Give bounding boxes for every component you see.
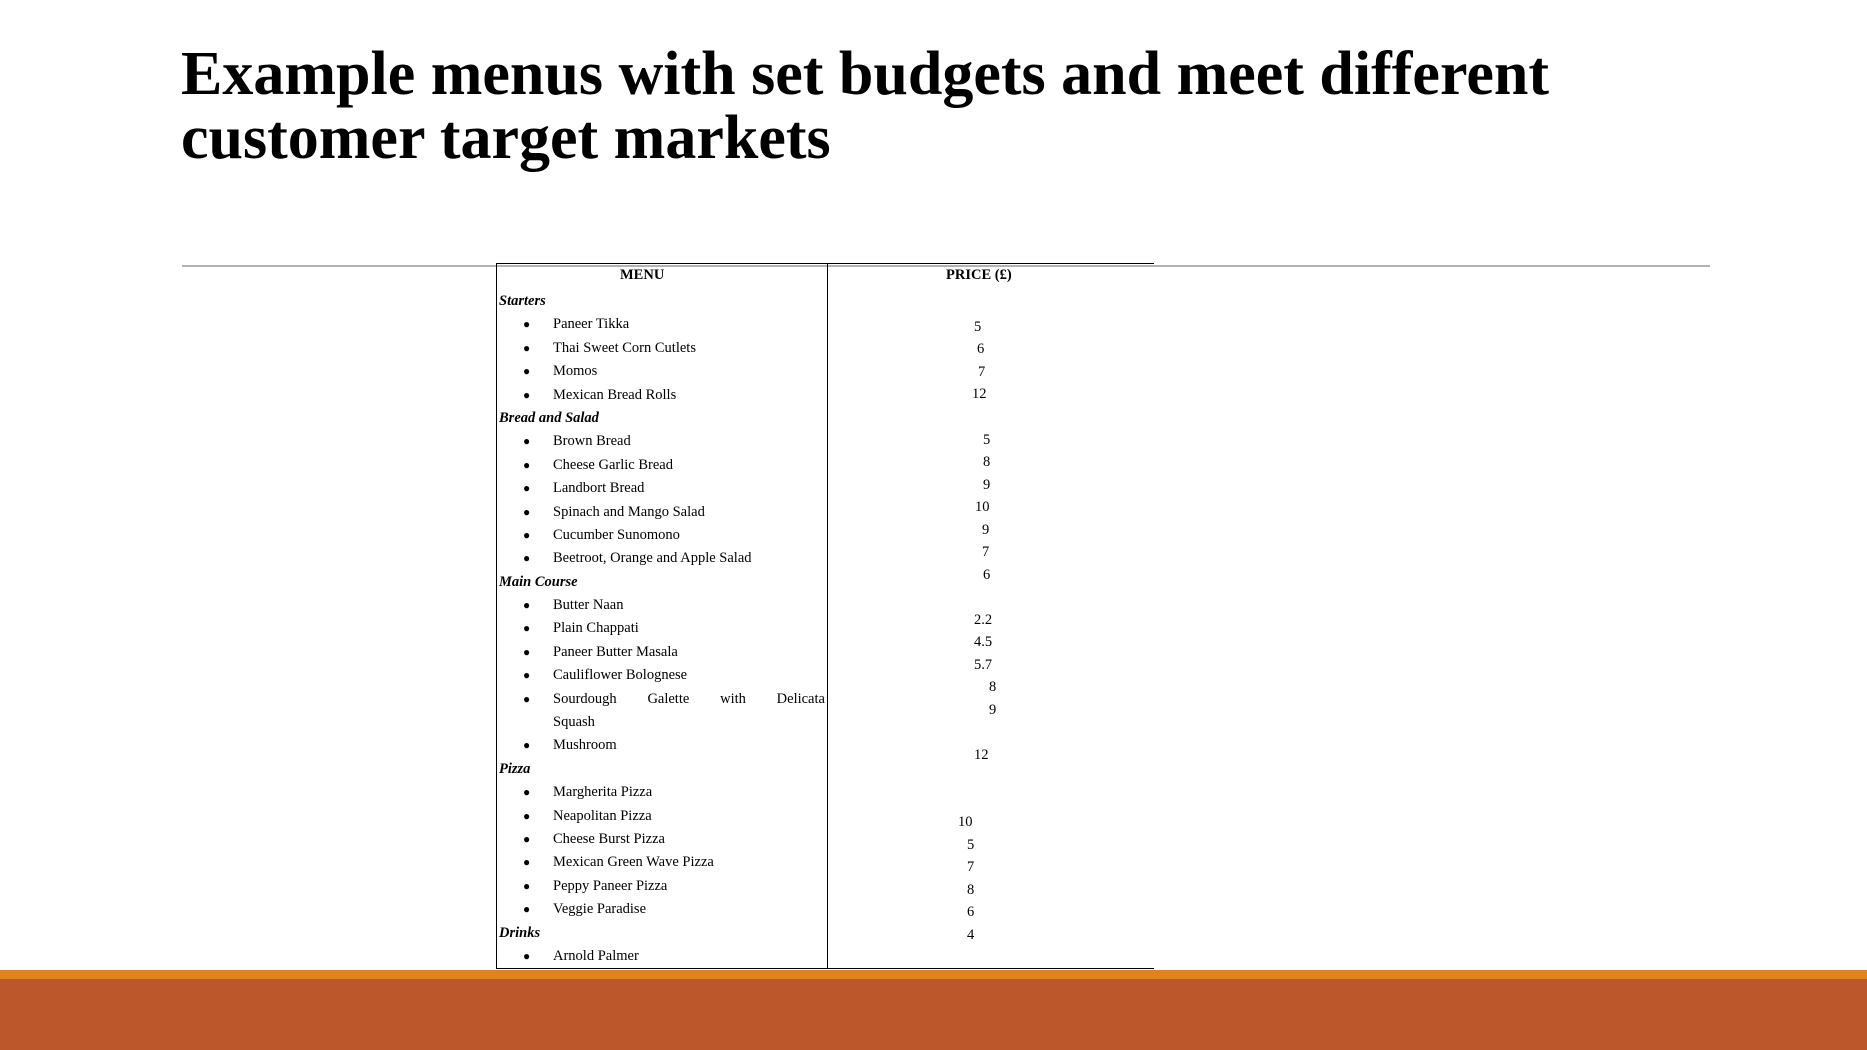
price-value: 5 xyxy=(974,319,982,335)
price-value: 12 xyxy=(972,386,987,402)
menu-category: Pizza xyxy=(499,760,531,777)
bullet-icon: ● xyxy=(523,504,531,519)
bullet-icon: ● xyxy=(523,644,531,659)
menu-item-name: Beetroot, Orange and Apple Salad xyxy=(553,550,752,567)
menu-item-name: Peppy Paneer Pizza xyxy=(553,877,668,894)
price-value: 4 xyxy=(967,927,975,943)
menu-column-header: MENU xyxy=(620,267,665,283)
menu-item xyxy=(499,501,824,524)
menu-item xyxy=(499,734,824,757)
menu-item xyxy=(499,688,824,735)
table-left-border xyxy=(496,264,497,968)
menu-item-name: Spinach and Mango Salad xyxy=(553,503,705,520)
menu-item xyxy=(499,945,824,968)
bullet-icon: ● xyxy=(523,434,531,449)
menu-item-name: Arnold Palmer xyxy=(553,947,639,964)
menu-item xyxy=(499,875,824,898)
price-value: 9 xyxy=(989,702,997,718)
menu-item-name: Cauliflower Bolognese xyxy=(553,667,688,684)
price-value: 7 xyxy=(978,364,986,380)
price-value: 5.7 xyxy=(974,657,993,673)
menu-item-name: Mushroom xyxy=(553,737,617,754)
bullet-icon: ● xyxy=(523,527,531,542)
menu-item xyxy=(499,337,824,360)
menu-item-name: Cheese Garlic Bread xyxy=(553,456,673,473)
price-column-header: PRICE (£) xyxy=(946,267,1012,283)
menu-item xyxy=(499,384,824,407)
footer-accent-stripe xyxy=(0,970,1867,979)
menu-item xyxy=(499,898,824,921)
menu-category: Main Course xyxy=(499,573,578,590)
bullet-icon: ● xyxy=(523,808,531,823)
menu-table xyxy=(496,263,1154,969)
price-value: 9 xyxy=(983,477,991,493)
bullet-icon: ● xyxy=(523,317,531,332)
bullet-icon: ● xyxy=(523,902,531,917)
price-value: 5 xyxy=(967,837,975,853)
menu-item-name: Landbort Bread xyxy=(553,480,645,497)
price-value: 9 xyxy=(982,522,990,538)
price-value: 4.5 xyxy=(974,634,993,650)
menu-item-name: Butter Naan xyxy=(553,597,624,614)
price-value: 8 xyxy=(983,454,991,470)
bullet-icon: ● xyxy=(523,364,531,379)
menu-item xyxy=(499,430,824,453)
menu-item xyxy=(499,781,824,804)
price-value: 7 xyxy=(967,859,975,875)
menu-item-name: Mexican Green Wave Pizza xyxy=(553,854,714,871)
menu-item xyxy=(499,547,824,570)
menu-category: Starters xyxy=(499,293,546,309)
menu-item-name: Paneer Tikka xyxy=(553,316,630,333)
menu-item-name: Thai Sweet Corn Cutlets xyxy=(553,339,696,356)
menu-item xyxy=(499,828,824,851)
menu-item xyxy=(499,477,824,500)
price-value: 5 xyxy=(983,432,991,448)
menu-item-name: Cheese Burst Pizza xyxy=(553,831,665,847)
bullet-icon: ● xyxy=(523,668,531,683)
bullet-icon: ● xyxy=(523,785,531,800)
price-value: 6 xyxy=(977,341,985,357)
bullet-icon: ● xyxy=(523,621,531,636)
bullet-icon: ● xyxy=(523,551,531,566)
slide-title: Example menus with set budgets and meet different customer target markets xyxy=(181,40,1549,172)
price-value: 12 xyxy=(974,747,989,763)
menu-item-name: Plain Chappati xyxy=(553,620,639,637)
price-value: 8 xyxy=(989,679,997,695)
bullet-icon: ● xyxy=(523,598,531,613)
menu-item xyxy=(499,313,824,336)
menu-item xyxy=(499,594,824,617)
bullet-icon: ● xyxy=(523,691,531,706)
bullet-icon: ● xyxy=(523,340,531,355)
menu-category: Bread and Salad xyxy=(499,409,599,426)
menu-item-name: Veggie Paradise xyxy=(553,901,647,918)
menu-item xyxy=(499,641,824,664)
price-value: 6 xyxy=(967,904,975,920)
menu-item-name: Momos xyxy=(553,363,598,380)
price-value: 7 xyxy=(982,544,990,560)
menu-item xyxy=(499,454,824,477)
menu-item-name: Paneer Butter Masala xyxy=(553,643,678,660)
bullet-icon: ● xyxy=(523,457,531,472)
price-value: 10 xyxy=(958,814,973,830)
bullet-icon: ● xyxy=(523,738,531,753)
menu-item-name: Margherita Pizza xyxy=(553,784,653,801)
bullet-icon: ● xyxy=(523,387,531,402)
bullet-icon: ● xyxy=(523,948,531,963)
bullet-icon: ● xyxy=(523,832,531,846)
menu-item xyxy=(499,617,824,640)
menu-item xyxy=(499,360,824,383)
price-value: 8 xyxy=(967,882,975,898)
menu-item-name: Cucumber Sunomono xyxy=(553,526,680,543)
bullet-icon: ● xyxy=(523,855,531,870)
price-value: 2.2 xyxy=(974,612,993,628)
table-column-divider xyxy=(827,264,828,968)
bullet-icon: ● xyxy=(523,481,531,496)
footer-bar xyxy=(0,979,1867,1050)
menu-item xyxy=(499,664,824,687)
menu-item xyxy=(499,524,824,547)
price-value: 6 xyxy=(983,567,991,583)
menu-item-name: Brown Bread xyxy=(553,433,631,450)
price-value: 10 xyxy=(975,499,990,515)
menu-item-name: Mexican Bread Rolls xyxy=(553,386,677,403)
menu-item xyxy=(499,805,824,828)
menu-item xyxy=(499,851,824,874)
menu-item-name: Sourdough Galette with Delicata Squash xyxy=(553,690,825,731)
menu-item-name: Neapolitan Pizza xyxy=(553,807,652,824)
bullet-icon: ● xyxy=(523,878,531,893)
menu-category: Drinks xyxy=(499,924,541,941)
menu-items-column xyxy=(499,290,824,968)
